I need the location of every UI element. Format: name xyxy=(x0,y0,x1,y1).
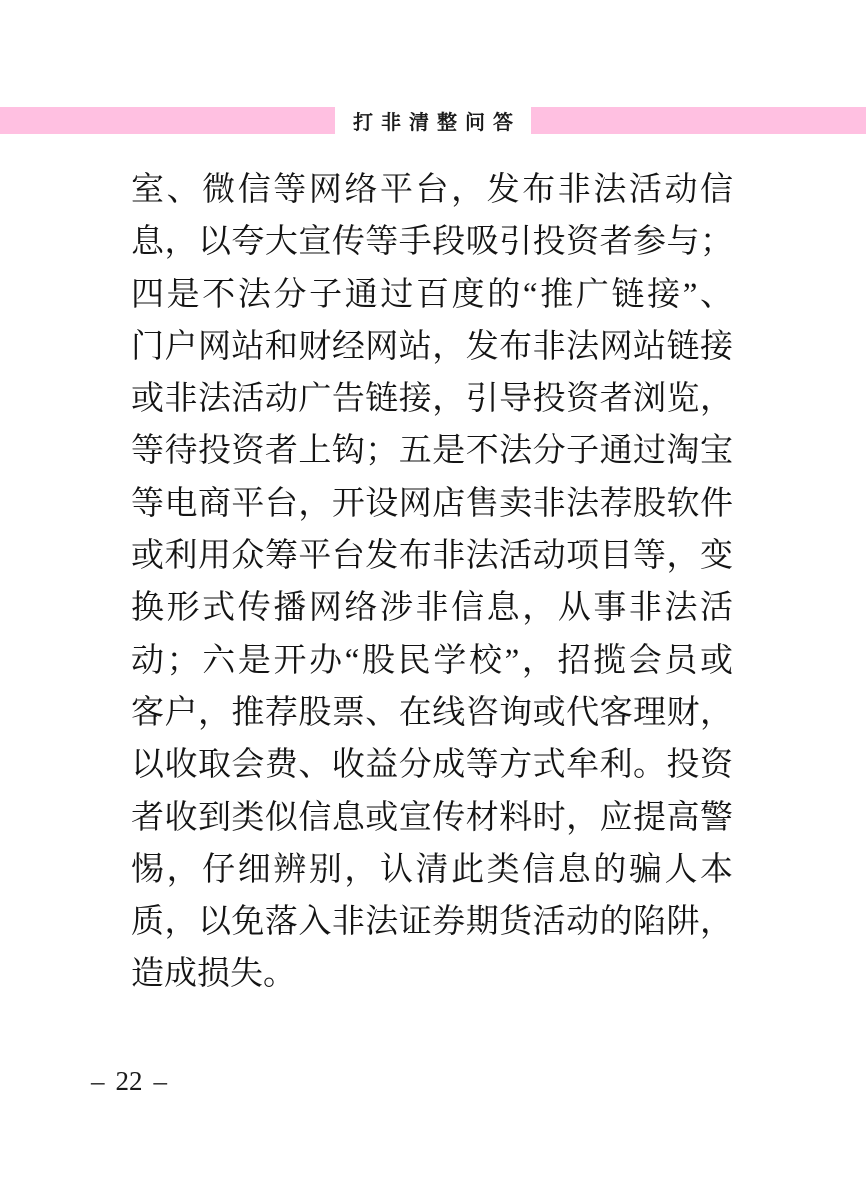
text-line: 以收取会费、收益分成等方式牟利。投资 xyxy=(131,747,733,784)
text-line: 质，以免落入非法证券期货活动的陷阱， xyxy=(131,904,733,941)
text-line: 惕，仔细辨别，认清此类信息的骗人本 xyxy=(131,851,733,888)
page-number xyxy=(91,1066,167,1097)
page-number-value: 22 xyxy=(115,1066,143,1096)
text-line: 等电商平台，开设网店售卖非法荐股软件 xyxy=(131,485,733,522)
page-header-title: 打非清整问答 xyxy=(353,112,521,134)
text-line: 或非法活动广告链接，引导投资者浏览， xyxy=(131,381,733,418)
text-line: 者收到类似信息或宣传材料时，应提高警 xyxy=(131,799,733,836)
text-line: 等待投资者上钩；五是不法分子通过淘宝 xyxy=(131,433,733,470)
text-line: 换形式传播网络涉非信息，从事非法活 xyxy=(131,590,733,627)
page-number-dash-left: – xyxy=(91,1066,105,1096)
text-line: 门户网站和财经网站，发布非法网站链接 xyxy=(131,328,733,365)
text-line: 客户，推荐股票、在线咨询或代客理财， xyxy=(131,694,733,731)
text-line: 或利用众筹平台发布非法活动项目等，变 xyxy=(131,538,733,575)
text-line: 动；六是开办“股民学校”，招揽会员或 xyxy=(131,642,733,679)
text-line: 造成损失。 xyxy=(131,956,296,993)
text-line: 四是不法分子通过百度的“推广链接”、 xyxy=(131,276,733,313)
text-line: 室、微信等网络平台，发布非法活动信 xyxy=(131,172,733,208)
text-line: 息，以夸大宣传等手段吸引投资者参与； xyxy=(131,224,733,261)
body-text xyxy=(131,164,733,1001)
page-number-dash-right: – xyxy=(153,1066,167,1096)
header-bar xyxy=(0,107,866,134)
header-title-wrap xyxy=(335,105,531,136)
